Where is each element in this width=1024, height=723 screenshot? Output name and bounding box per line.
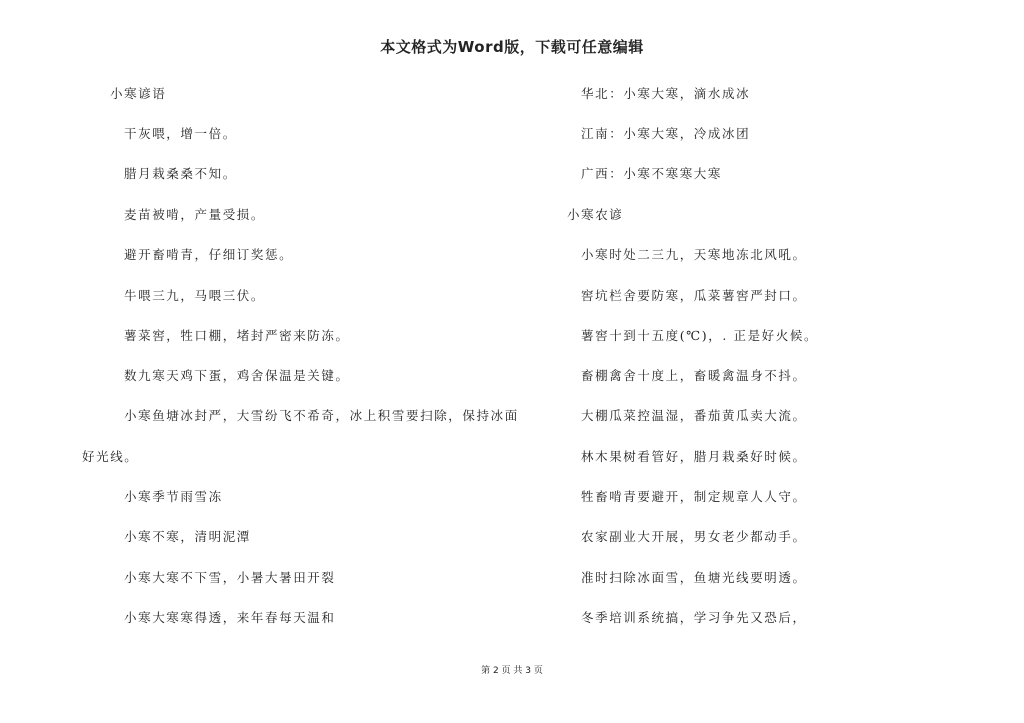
text-line: 小寒时处二三九，天寒地冻北风吼。 bbox=[581, 247, 807, 262]
page-number-footer: 第 2 页 共 3 页 bbox=[481, 666, 543, 676]
text-line: 林木果树看管好，腊月栽桑好时候。 bbox=[581, 449, 807, 464]
text-line: 华北：小寒大寒，滴水成冰 bbox=[581, 86, 751, 101]
section-heading-xiaohan-proverbs: 小寒谚语 bbox=[110, 86, 167, 101]
text-line: 窖坑栏舍要防寒，瓜菜薯窖严封口。 bbox=[581, 288, 807, 303]
text-line: 薯菜窖，牲口棚，堵封严密来防冻。 bbox=[124, 328, 350, 343]
text-line: 冬季培训系统搞，学习争先又恐后， bbox=[581, 610, 807, 625]
section-heading-xiaohan-farm-proverbs: 小寒农谚 bbox=[567, 207, 624, 222]
text-line: 小寒鱼塘冰封严，大雪纷飞不希奇，冰上积雪要扫除，保持冰面 bbox=[124, 408, 519, 423]
text-line: 大棚瓜菜控温湿，番茄黄瓜卖大流。 bbox=[581, 408, 807, 423]
text-line: 江南：小寒大寒，冷成冰团 bbox=[581, 126, 751, 141]
text-line: 农家副业大开展，男女老少都动手。 bbox=[581, 529, 807, 544]
text-line: 小寒大寒不下雪，小暑大暑田开裂 bbox=[124, 570, 336, 585]
text-line: 避开畜啃青，仔细订奖惩。 bbox=[124, 247, 294, 262]
text-line: 小寒季节雨雪冻 bbox=[124, 489, 223, 504]
text-line: 畜棚禽舍十度上，畜暖禽温身不抖。 bbox=[581, 368, 807, 383]
text-line: 广西：小寒不寒寒大寒 bbox=[581, 166, 723, 181]
text-line: 干灰喂，增一倍。 bbox=[124, 126, 237, 141]
text-line: 薯窖十到十五度(℃)，. 正是好火候。 bbox=[581, 328, 819, 343]
document-header: 本文格式为Word版，下载可任意编辑 bbox=[380, 38, 644, 56]
text-line: 牲畜啃青要避开，制定规章人人守。 bbox=[581, 489, 807, 504]
text-line: 麦苗被啃，产量受损。 bbox=[124, 207, 266, 222]
text-line: 准时扫除冰面雪，鱼塘光线要明透。 bbox=[581, 570, 807, 585]
text-line: 小寒大寒寒得透，来年春每天温和 bbox=[124, 610, 336, 625]
text-line: 腊月栽桑桑不知。 bbox=[124, 166, 237, 181]
text-line: 牛喂三九，马喂三伏。 bbox=[124, 288, 266, 303]
text-line-continuation: 好光线。 bbox=[82, 449, 139, 464]
text-line: 数九寒天鸡下蛋，鸡舍保温是关键。 bbox=[124, 368, 350, 383]
text-line: 小寒不寒，清明泥潭 bbox=[124, 529, 251, 544]
